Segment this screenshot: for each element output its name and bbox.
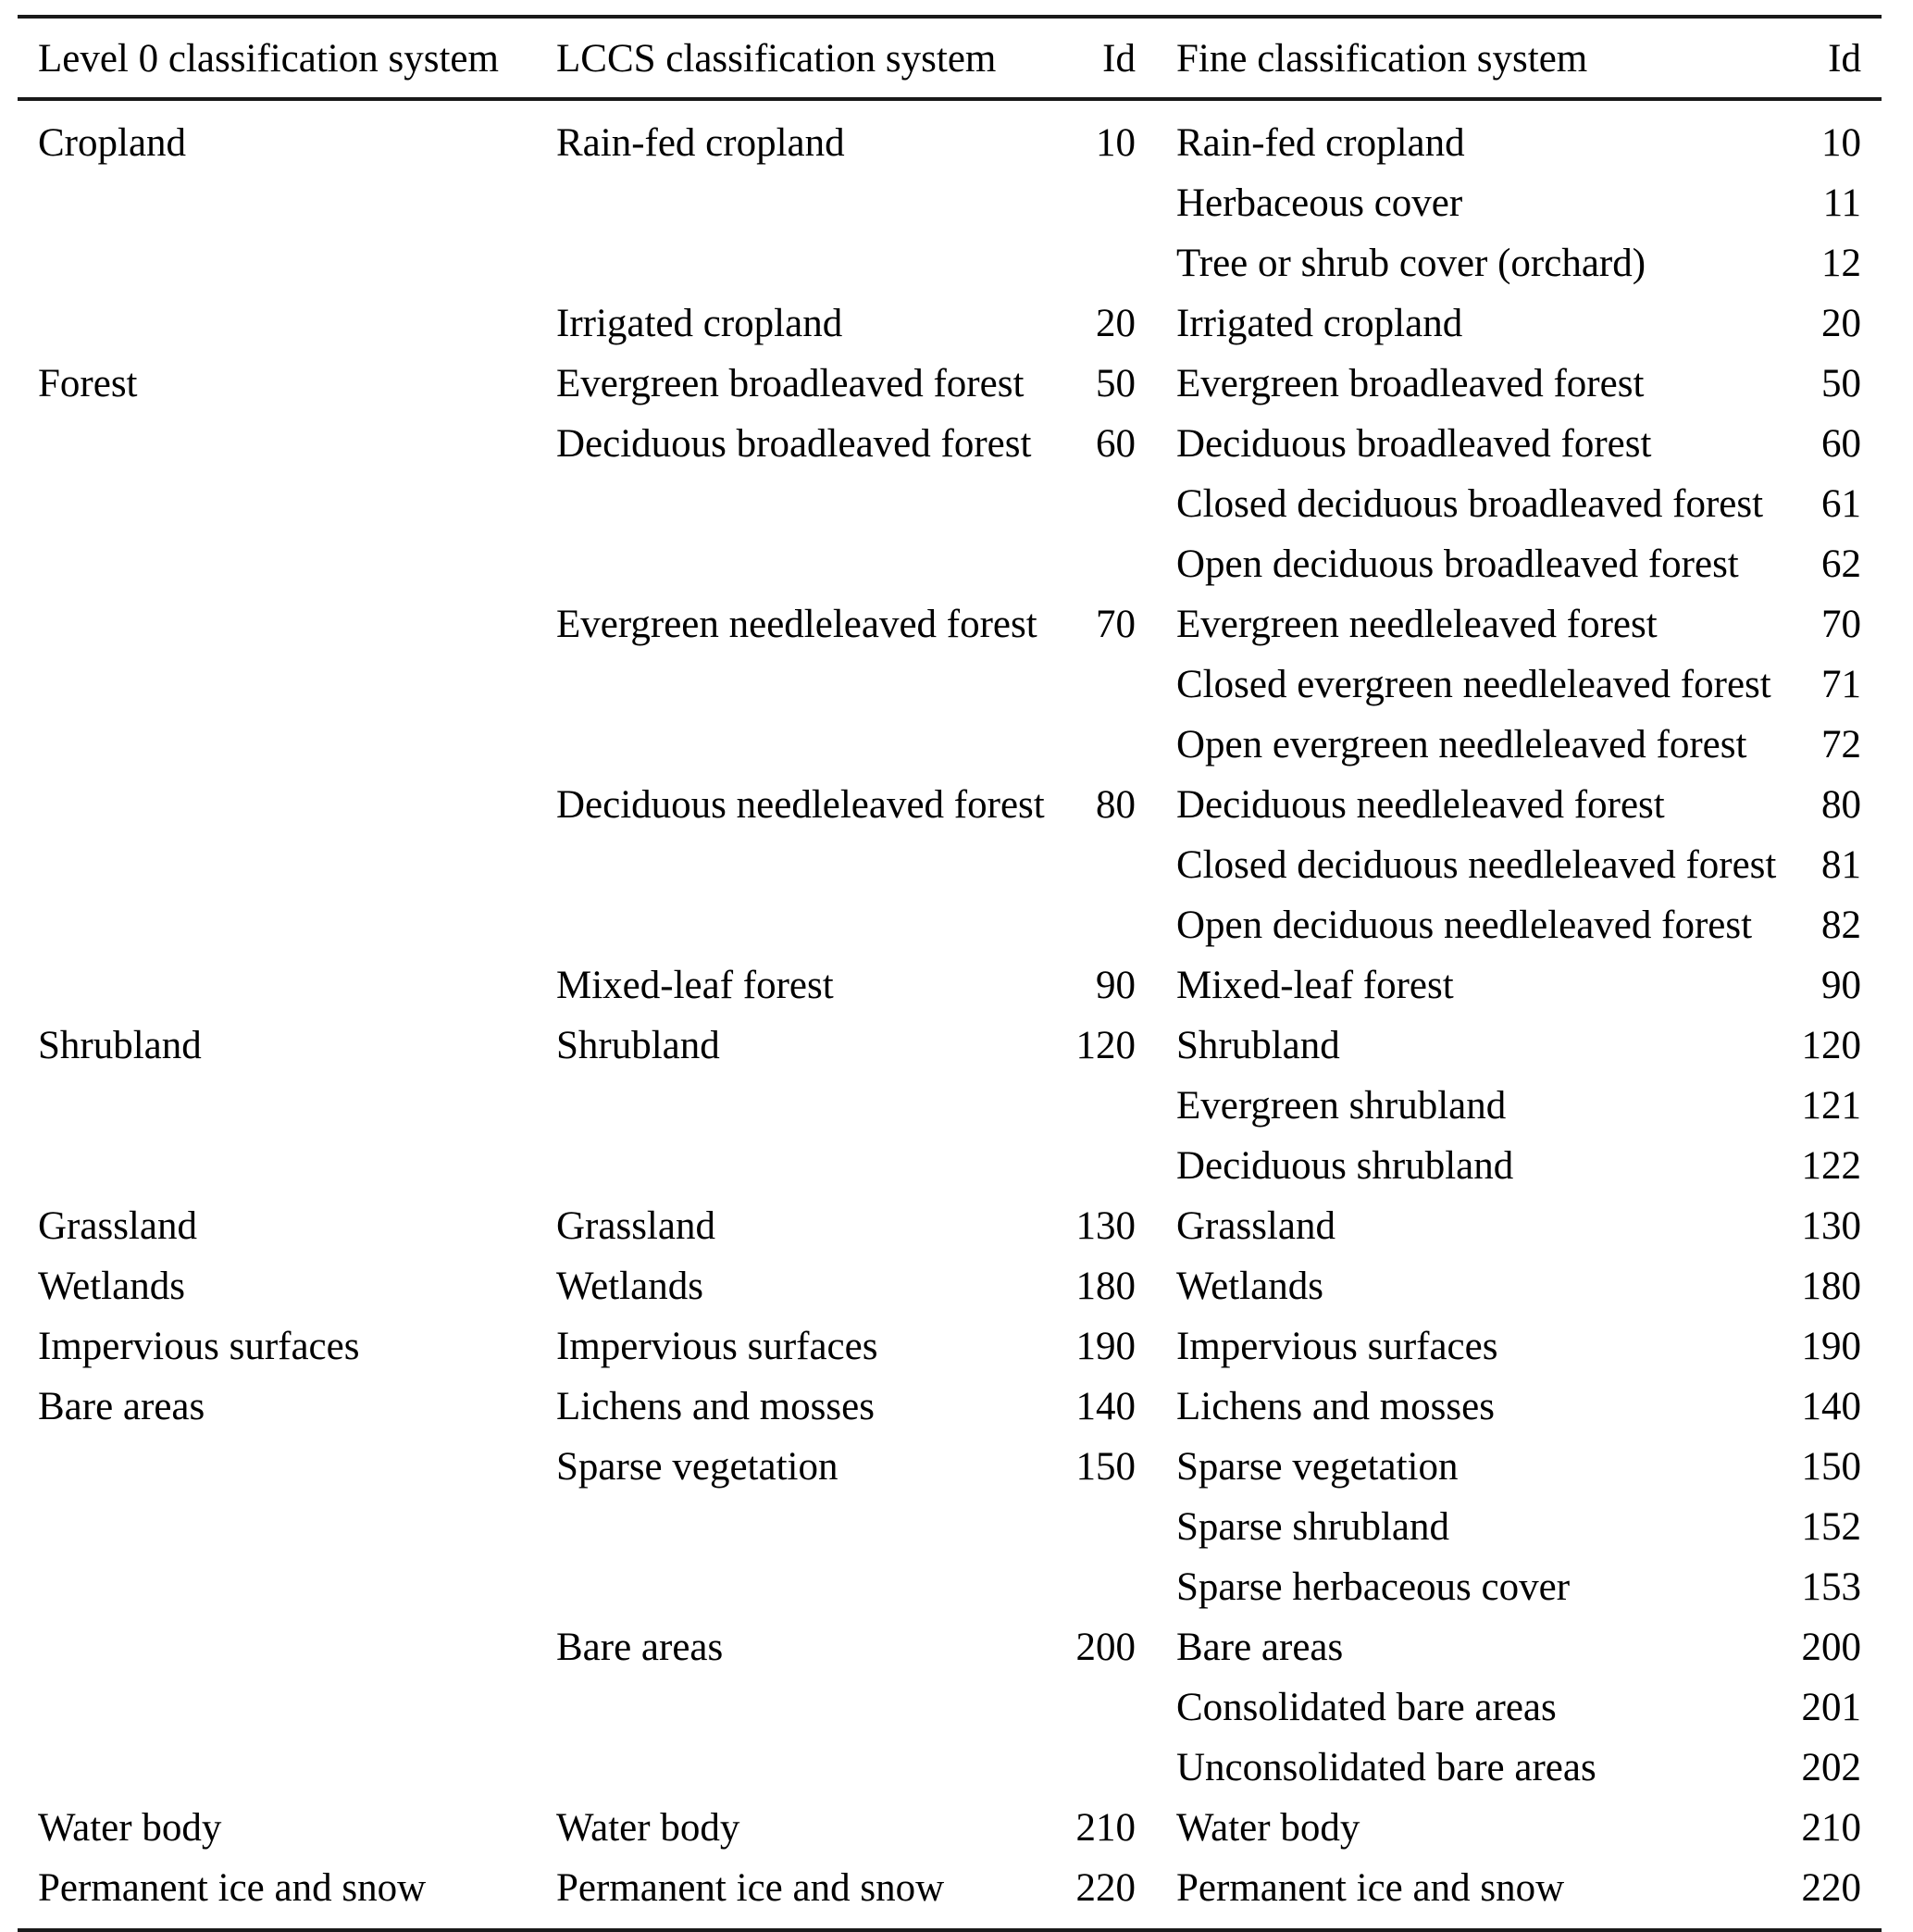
cell-fine-class: Closed evergreen needleleaved forest [1176, 663, 1771, 706]
cell-fine-class: Herbaceous cover [1176, 181, 1463, 225]
cell-fine-class: Evergreen shrubland [1176, 1084, 1507, 1128]
cell-fine-id: 62 [1821, 542, 1861, 586]
cell-lccs-id: 130 [1075, 1204, 1136, 1248]
cell-lccs-class: Evergreen needleleaved forest [556, 603, 1037, 646]
table-row [18, 715, 1882, 775]
table-row [18, 354, 1882, 414]
cell-lccs-id: 200 [1075, 1626, 1136, 1669]
cell-lccs-class: Rain-fed cropland [556, 121, 845, 165]
cell-fine-id: 50 [1821, 362, 1861, 405]
table-row [18, 1196, 1882, 1256]
cell-fine-class: Lichens and mosses [1176, 1385, 1495, 1428]
cell-level0-class [18, 1738, 536, 1798]
cell-lccs-id: 60 [1096, 422, 1136, 466]
table-row [18, 955, 1882, 1016]
cell-lccs-id [1054, 534, 1156, 594]
cell-fine-class: Grassland [1176, 1204, 1335, 1248]
table-header [18, 17, 1882, 99]
cell-fine-class: Tree or shrub cover (orchard) [1176, 242, 1646, 285]
cell-lccs-id [1054, 835, 1156, 895]
cell-lccs-class [536, 534, 1054, 594]
cell-level0-class [18, 414, 536, 474]
cell-level0-class [18, 835, 536, 895]
cell-lccs-class: Sparse vegetation [556, 1445, 838, 1489]
cell-fine-class: Evergreen broadleaved forest [1176, 362, 1645, 405]
cell-lccs-id: 190 [1075, 1325, 1136, 1368]
table-row [18, 1316, 1882, 1377]
cell-lccs-class: Mixed-leaf forest [556, 964, 834, 1007]
cell-lccs-id [1054, 474, 1156, 534]
cell-level0-class [18, 715, 536, 775]
column-header-fine: Fine classification system [1176, 37, 1588, 81]
cell-lccs-class [536, 715, 1054, 775]
cell-level0-class [18, 955, 536, 1016]
cell-lccs-id: 80 [1096, 783, 1136, 827]
cell-lccs-class [536, 474, 1054, 534]
cell-lccs-id: 140 [1075, 1385, 1136, 1428]
cell-lccs-class [536, 1738, 1054, 1798]
cell-lccs-id [1054, 1076, 1156, 1136]
cell-level0-class: Shrubland [38, 1024, 202, 1067]
cell-fine-id: 120 [1801, 1024, 1861, 1067]
cell-fine-class: Open deciduous broadleaved forest [1176, 542, 1739, 586]
cell-level0-class: Wetlands [38, 1265, 185, 1308]
cell-fine-id: 90 [1821, 964, 1861, 1007]
table-row [18, 1437, 1882, 1497]
column-header-lccs: LCCS classification system [556, 37, 997, 81]
cell-lccs-id [1054, 654, 1156, 715]
cell-lccs-id: 180 [1075, 1265, 1136, 1308]
cell-fine-id: 10 [1821, 121, 1861, 165]
cell-fine-class: Deciduous needleleaved forest [1176, 783, 1665, 827]
cell-fine-class: Impervious surfaces [1176, 1325, 1498, 1368]
cell-fine-class: Closed deciduous needleleaved forest [1176, 843, 1777, 887]
table-row [18, 414, 1882, 474]
table-row [18, 1497, 1882, 1557]
cell-fine-id: 11 [1822, 181, 1861, 225]
cell-lccs-class: Deciduous broadleaved forest [556, 422, 1032, 466]
cell-level0-class: Cropland [38, 121, 187, 165]
cell-lccs-id: 70 [1096, 603, 1136, 646]
table-row [18, 594, 1882, 654]
table-body [18, 99, 1882, 1930]
cell-lccs-id [1054, 715, 1156, 775]
cell-fine-id: 190 [1801, 1325, 1861, 1368]
cell-fine-id: 80 [1821, 783, 1861, 827]
table-row [18, 1016, 1882, 1076]
cell-level0-class [18, 1437, 536, 1497]
cell-level0-class [18, 1136, 536, 1196]
cell-fine-id: 201 [1801, 1686, 1861, 1729]
cell-fine-id: 20 [1821, 302, 1861, 345]
cell-lccs-id [1054, 1136, 1156, 1196]
cell-fine-id: 12 [1821, 242, 1861, 285]
cell-fine-class: Deciduous broadleaved forest [1176, 422, 1652, 466]
cell-fine-id: 200 [1801, 1626, 1861, 1669]
cell-fine-class: Mixed-leaf forest [1176, 964, 1454, 1007]
cell-fine-id: 150 [1801, 1445, 1861, 1489]
cell-fine-class: Wetlands [1176, 1265, 1323, 1308]
cell-fine-class: Deciduous shrubland [1176, 1144, 1514, 1188]
cell-fine-id: 140 [1801, 1385, 1861, 1428]
cell-lccs-class [536, 1677, 1054, 1738]
cell-lccs-class [536, 895, 1054, 955]
cell-fine-id: 61 [1821, 482, 1861, 526]
cell-level0-class: Permanent ice and snow [38, 1866, 427, 1910]
column-header-lccs-id: Id [1102, 37, 1136, 81]
table-row [18, 1858, 1882, 1930]
cell-fine-class: Permanent ice and snow [1176, 1866, 1565, 1910]
cell-lccs-class [536, 1497, 1054, 1557]
cell-fine-class: Unconsolidated bare areas [1176, 1746, 1596, 1789]
cell-lccs-class: Evergreen broadleaved forest [556, 362, 1025, 405]
cell-lccs-class: Impervious surfaces [556, 1325, 878, 1368]
cell-lccs-class: Shrubland [556, 1024, 720, 1067]
cell-fine-class: Consolidated bare areas [1176, 1686, 1557, 1729]
cell-fine-id: 130 [1801, 1204, 1861, 1248]
cell-lccs-id: 150 [1075, 1445, 1136, 1489]
cell-fine-class: Closed deciduous broadleaved forest [1176, 482, 1764, 526]
cell-lccs-class: Lichens and mosses [556, 1385, 875, 1428]
cell-level0-class [18, 594, 536, 654]
table-row [18, 1557, 1882, 1617]
cell-lccs-id [1054, 1497, 1156, 1557]
table-row [18, 835, 1882, 895]
cell-level0-class [18, 474, 536, 534]
table-row [18, 474, 1882, 534]
cell-level0-class [18, 1076, 536, 1136]
cell-lccs-id: 50 [1096, 362, 1136, 405]
table-header-row [18, 17, 1882, 99]
cell-lccs-class: Deciduous needleleaved forest [556, 783, 1045, 827]
column-header-level0: Level 0 classification system [38, 37, 499, 81]
cell-lccs-class: Wetlands [556, 1265, 703, 1308]
cell-lccs-class: Bare areas [556, 1626, 724, 1669]
cell-fine-id: 122 [1801, 1144, 1861, 1188]
cell-lccs-id [1054, 895, 1156, 955]
cell-lccs-id: 90 [1096, 964, 1136, 1007]
cell-lccs-id [1054, 173, 1156, 233]
cell-fine-class: Water body [1176, 1806, 1360, 1850]
cell-level0-class [18, 1557, 536, 1617]
cell-lccs-id: 210 [1075, 1806, 1136, 1850]
cell-fine-class: Sparse shrubland [1176, 1505, 1449, 1549]
cell-lccs-id [1054, 1738, 1156, 1798]
table-row [18, 1617, 1882, 1677]
cell-lccs-id [1054, 1557, 1156, 1617]
table-row [18, 1798, 1882, 1858]
cell-lccs-id: 20 [1096, 302, 1136, 345]
cell-fine-id: 71 [1821, 663, 1861, 706]
table-row [18, 233, 1882, 293]
table-row [18, 1076, 1882, 1136]
cell-fine-id: 220 [1801, 1866, 1861, 1910]
table-row [18, 1256, 1882, 1316]
cell-fine-id: 72 [1821, 723, 1861, 767]
cell-level0-class: Grassland [38, 1204, 197, 1248]
cell-fine-class: Sparse vegetation [1176, 1445, 1459, 1489]
cell-fine-class: Shrubland [1176, 1024, 1340, 1067]
cell-fine-id: 153 [1801, 1565, 1861, 1609]
cell-lccs-class [536, 1076, 1054, 1136]
table-row [18, 775, 1882, 835]
table-row [18, 654, 1882, 715]
cell-fine-class: Evergreen needleleaved forest [1176, 603, 1658, 646]
classification-system-table [18, 15, 1882, 1932]
classification-table-container [0, 15, 1913, 1910]
cell-fine-id: 81 [1821, 843, 1861, 887]
cell-level0-class [18, 775, 536, 835]
table-row [18, 1377, 1882, 1437]
cell-lccs-class: Grassland [556, 1204, 715, 1248]
cell-lccs-class: Water body [556, 1806, 740, 1850]
cell-fine-id: 202 [1801, 1746, 1861, 1789]
cell-fine-class: Irrigated cropland [1176, 302, 1463, 345]
cell-level0-class [18, 895, 536, 955]
cell-level0-class [18, 293, 536, 354]
cell-fine-id: 82 [1821, 904, 1861, 947]
cell-level0-class [18, 534, 536, 594]
cell-lccs-class [536, 1557, 1054, 1617]
cell-level0-class [18, 654, 536, 715]
cell-lccs-class [536, 233, 1054, 293]
cell-lccs-class [536, 835, 1054, 895]
cell-fine-class: Sparse herbaceous cover [1176, 1565, 1571, 1609]
cell-fine-id: 70 [1821, 603, 1861, 646]
cell-level0-class [18, 1617, 536, 1677]
cell-lccs-id: 120 [1075, 1024, 1136, 1067]
cell-level0-class: Impervious surfaces [38, 1325, 360, 1368]
cell-level0-class: Bare areas [38, 1385, 205, 1428]
cell-lccs-class [536, 654, 1054, 715]
cell-fine-id: 60 [1821, 422, 1861, 466]
column-header-fine-id: Id [1828, 37, 1861, 81]
table-row [18, 99, 1882, 173]
cell-lccs-id: 10 [1096, 121, 1136, 165]
cell-fine-class: Open deciduous needleleaved forest [1176, 904, 1753, 947]
cell-lccs-id: 220 [1075, 1866, 1136, 1910]
table-row [18, 293, 1882, 354]
cell-lccs-class: Permanent ice and snow [556, 1866, 945, 1910]
cell-fine-class: Rain-fed cropland [1176, 121, 1465, 165]
cell-level0-class [18, 1497, 536, 1557]
cell-lccs-id [1054, 1677, 1156, 1738]
cell-level0-class [18, 173, 536, 233]
cell-level0-class: Forest [38, 362, 138, 405]
cell-lccs-class [536, 173, 1054, 233]
table-row [18, 1136, 1882, 1196]
table-row [18, 534, 1882, 594]
cell-level0-class [18, 1677, 536, 1738]
cell-lccs-class: Irrigated cropland [556, 302, 843, 345]
table-row [18, 895, 1882, 955]
cell-fine-id: 210 [1801, 1806, 1861, 1850]
cell-lccs-id [1054, 233, 1156, 293]
table-row [18, 173, 1882, 233]
cell-fine-id: 121 [1801, 1084, 1861, 1128]
cell-fine-id: 180 [1801, 1265, 1861, 1308]
cell-fine-id: 152 [1801, 1505, 1861, 1549]
table-row [18, 1738, 1882, 1798]
cell-fine-class: Open evergreen needleleaved forest [1176, 723, 1747, 767]
cell-fine-class: Bare areas [1176, 1626, 1344, 1669]
cell-level0-class [18, 233, 536, 293]
table-row [18, 1677, 1882, 1738]
cell-lccs-class [536, 1136, 1054, 1196]
cell-level0-class: Water body [38, 1806, 222, 1850]
